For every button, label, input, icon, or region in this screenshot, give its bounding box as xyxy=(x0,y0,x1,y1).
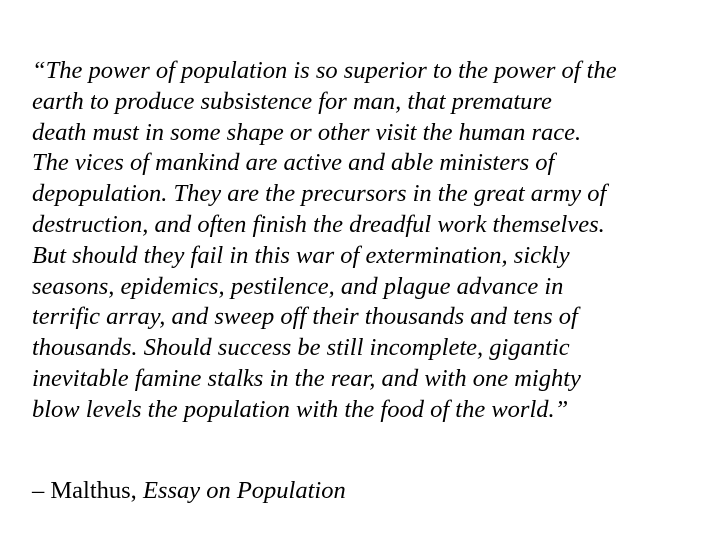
quote-line: destruction, and often finish the dreadful work themselves. xyxy=(32,210,605,238)
quote-line: inevitable famine stalks in the rear, and with one mighty xyxy=(32,364,581,392)
quote-line: The vices of mankind are active and able ministers of xyxy=(32,149,555,177)
quote-line: depopulation. They are the precursors in the great army of xyxy=(32,180,607,208)
quote-line: seasons, epidemics, pestilence, and plague advance in xyxy=(32,272,564,300)
quote-line: earth to produce subsistence for man, that premature xyxy=(32,87,552,115)
quote-line: thousands. Should success be still incomplete, gigantic xyxy=(32,334,570,362)
quote-line: blow levels the population with the food of the world.” xyxy=(32,395,569,423)
quote-line: But should they fail in this war of extermination, sickly xyxy=(32,241,570,269)
quote-line: terrific array, and sweep off their thousands and tens of xyxy=(32,303,578,331)
quote-line: death must in some shape or other visit the human race. xyxy=(32,118,582,146)
quote-line: “The power of population is so superior to the power of the xyxy=(32,57,617,84)
malthus-quote xyxy=(32,56,702,426)
attribution-work-title: Essay on Population xyxy=(142,477,346,504)
quote-attribution xyxy=(32,476,346,506)
attribution-author: – Malthus, xyxy=(32,477,143,504)
